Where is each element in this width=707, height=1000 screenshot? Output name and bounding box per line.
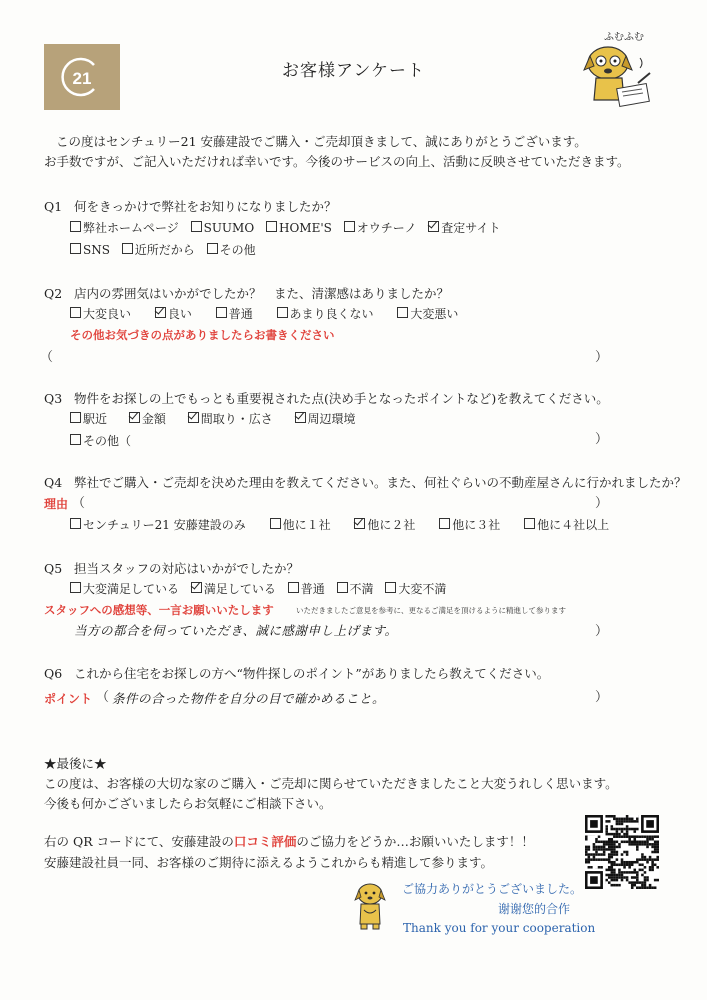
qr-line-text-end: のご協力をどうか…お願いいたします！！	[296, 834, 534, 849]
intro-line-2: お手数ですが、ご記入いただければ幸いです。今後のサービスの向上、活動に反映させていただきます。	[44, 154, 630, 169]
q6-paren-close: ）	[595, 690, 609, 705]
checkbox[interactable]	[337, 582, 348, 593]
q3-option[interactable]: 金額	[129, 410, 166, 427]
intro-text	[44, 132, 630, 172]
page-title: お客様アンケート	[282, 61, 425, 81]
q1-option[interactable]: HOME'S	[266, 221, 332, 235]
intro-line-1: この度はセンチュリー21 安藤建設でご購入・ご売却頂きまして、誠にありがとうございます。	[56, 134, 587, 149]
thanks-english: Thank you for your cooperation	[403, 921, 596, 935]
q5-option[interactable]: 大変不満	[385, 580, 446, 597]
checkbox[interactable]	[70, 221, 81, 232]
q6-paren-open: （	[96, 690, 110, 705]
closing-line-1: この度は、お客様の大切な家のご購入・ご売却に関らせていただきましたこと大変うれしく思います。	[44, 776, 618, 791]
checkbox[interactable]	[524, 518, 535, 529]
q4-options	[70, 516, 617, 533]
checkbox[interactable]	[70, 434, 81, 445]
checkbox[interactable]	[344, 221, 355, 232]
q3-number: Q3	[44, 391, 63, 406]
checkbox[interactable]	[270, 518, 281, 529]
q5-prompt: スタッフへの感想等、一言お願いいたします	[44, 603, 274, 617]
checkbox[interactable]	[191, 221, 202, 232]
q1-option[interactable]: 弊社ホームページ	[70, 219, 179, 236]
q2-option[interactable]: あまり良くない	[277, 305, 374, 322]
closing-section	[44, 754, 618, 814]
q4-option[interactable]: 他に２社	[354, 516, 415, 533]
checkbox[interactable]	[207, 243, 218, 254]
q2-option[interactable]: 良い	[155, 305, 192, 322]
checkbox[interactable]	[385, 582, 396, 593]
thanks-japanese: ご協力ありがとうございました。	[402, 882, 583, 896]
q1-options-row1	[70, 219, 508, 236]
q2-question	[44, 284, 449, 302]
q4-paren-close: ）	[595, 496, 609, 511]
q4-option[interactable]: 他に１社	[270, 516, 331, 533]
q5-options	[70, 580, 454, 597]
q2-options	[70, 305, 466, 322]
q6-text: これから住宅をお探しの方へ“物件探しのポイント”がありましたら教えてください。	[74, 666, 550, 681]
q3-option[interactable]: 駅近	[70, 410, 107, 427]
q3-option[interactable]: 間取り・広さ	[188, 410, 273, 427]
q1-option[interactable]: 査定サイト	[428, 219, 500, 236]
checkbox[interactable]	[70, 307, 81, 318]
q5-option[interactable]: 大変満足している	[70, 580, 179, 597]
q3-question	[44, 389, 609, 407]
q3-other-label: その他（	[83, 434, 132, 448]
thanks-chinese: 谢谢您的合作	[498, 902, 571, 916]
q2-option[interactable]: 普通	[216, 305, 253, 322]
q6-handwritten-answer[interactable]: 条件の合った物件を自分の目で確かめること。	[112, 691, 386, 706]
dog-mascot-small-icon	[350, 880, 390, 932]
q4-option[interactable]: 他に４社以上	[524, 516, 609, 533]
qr-code[interactable]	[585, 815, 659, 889]
svg-text:21: 21	[72, 69, 92, 88]
checkbox[interactable]	[70, 412, 81, 423]
checkbox[interactable]	[70, 582, 81, 593]
q1-number: Q1	[44, 199, 63, 214]
checkbox[interactable]	[288, 582, 299, 593]
checkbox-checked[interactable]	[188, 412, 199, 423]
mascot-illustration	[578, 28, 668, 108]
q4-option[interactable]: センチュリー21 安藤建設のみ	[70, 516, 246, 533]
q2-option[interactable]: 大変良い	[70, 305, 131, 322]
checkbox-checked[interactable]	[295, 412, 306, 423]
checkbox[interactable]	[70, 518, 81, 529]
q5-number: Q5	[44, 561, 63, 576]
q6-point-label: ポイント	[44, 692, 93, 706]
closing-line-4: 安藤建設社員一同、お客様のご期待に添えるようこれからも精進して参ります。	[44, 855, 494, 870]
checkbox[interactable]	[439, 518, 450, 529]
review-highlight: 口コミ評価	[233, 834, 297, 849]
q2-number: Q2	[44, 286, 63, 301]
q5-handwritten-answer[interactable]: 当方の都合を伺っていただき、誠に感謝申し上げます。	[74, 623, 398, 638]
q4-option[interactable]: 他に３社	[439, 516, 500, 533]
q4-question	[44, 473, 687, 491]
q1-option[interactable]: SNS	[70, 243, 110, 257]
q3-other[interactable]	[70, 432, 131, 449]
qr-code-icon	[585, 815, 659, 889]
q2-comment-field[interactable]	[62, 350, 592, 366]
checkbox-checked[interactable]	[191, 582, 202, 593]
q4-reason-label: 理由	[44, 497, 69, 511]
q1-question	[44, 197, 337, 215]
checkbox[interactable]	[397, 307, 408, 318]
q1-text: 何をきっかけで弊社をお知りになりましたか？	[74, 199, 337, 214]
q5-option[interactable]: 満足している	[191, 580, 276, 597]
q6-question	[44, 664, 549, 682]
q2-paren-close: ）	[595, 350, 609, 365]
q6-number: Q6	[44, 666, 63, 681]
dog-mascot-small	[350, 880, 390, 930]
q3-option[interactable]: 周辺環境	[295, 410, 356, 427]
checkbox[interactable]	[122, 243, 133, 254]
checkbox-checked[interactable]	[155, 307, 166, 318]
q3-paren-close: ）	[595, 432, 609, 447]
q4-number: Q4	[44, 475, 63, 490]
checkbox-checked[interactable]	[129, 412, 140, 423]
q4-paren-open: （	[72, 496, 86, 511]
q5-text: 担当スタッフの対応はいかがでしたか？	[74, 561, 300, 576]
qr-line-text: 右の QR コードにて、安藤建設の	[44, 834, 234, 849]
closing-qr-line	[44, 832, 534, 852]
checkbox[interactable]	[70, 243, 81, 254]
q5-option[interactable]: 不満	[337, 580, 374, 597]
q1-option[interactable]: オウチーノ	[344, 219, 417, 236]
q2-option[interactable]: 大変悪い	[397, 305, 458, 322]
q5-paren-close: ）	[595, 624, 609, 639]
q3-options	[70, 410, 364, 427]
checkbox[interactable]	[216, 307, 227, 318]
q2-paren-open: （	[40, 350, 54, 365]
q1-option[interactable]: SUUMO	[191, 221, 255, 235]
checkbox[interactable]	[277, 307, 288, 318]
closing-heading: ★最後に★	[44, 756, 107, 771]
q4-text: 弊社でご購入・ご売却を決めた理由を教えてください。また、何社ぐらいの不動産屋さんに行かれましたか？	[74, 475, 687, 490]
q1-option[interactable]: その他	[207, 241, 256, 258]
checkbox-checked[interactable]	[428, 221, 439, 232]
q5-note: いただきましたご意見を参考に、更なるご満足を頂けるように精進して参ります	[296, 606, 566, 615]
q3-text: 物件をお探しの上でもっとも重要視された点(決め手となったポイントなど)を教えてください。	[74, 391, 609, 406]
q1-options-row2	[70, 241, 264, 258]
mascot-caption: ふむふむ	[604, 32, 644, 43]
q5-option[interactable]: 普通	[288, 580, 325, 597]
q5-question	[44, 559, 299, 577]
closing-line-2: 今後も何かございましたらお気軽にご相談下さい。	[44, 796, 332, 811]
checkbox-checked[interactable]	[354, 518, 365, 529]
checkbox[interactable]	[266, 221, 277, 232]
q2-prompt: その他お気づきの点がありましたらお書きください	[70, 328, 335, 342]
q1-option[interactable]: 近所だから	[122, 241, 195, 258]
q2-text: 店内の雰囲気はいかがでしたか？ また、清潔感はありましたか？	[74, 286, 450, 301]
